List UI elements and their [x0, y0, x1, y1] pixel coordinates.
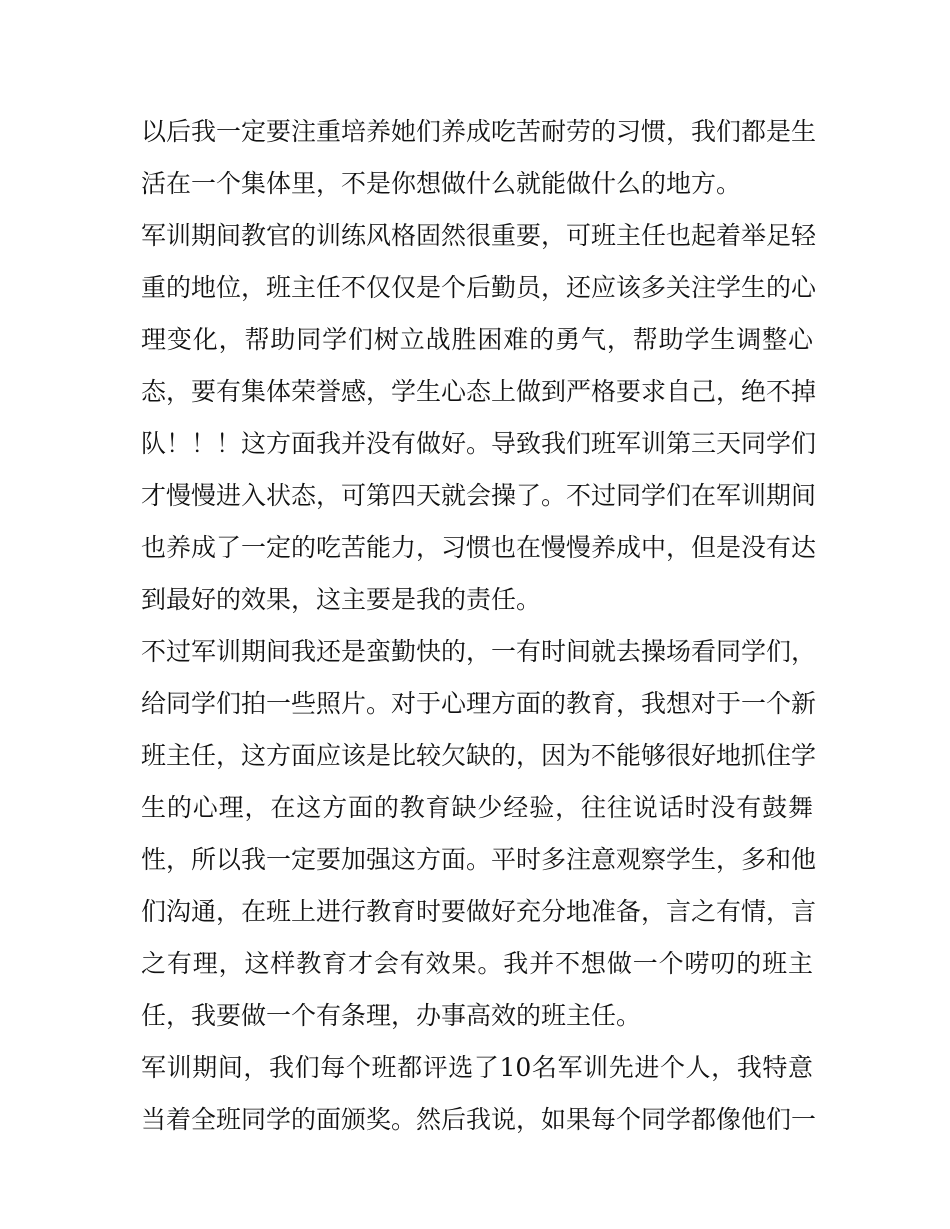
text-line: 班主任，这方面应该是比较欠缺的，因为不能够很好地抓住学	[141, 741, 817, 770]
text-line: 给同学们拍一些照片。对于心理方面的教育，我想对于一个新	[141, 689, 817, 718]
text-line: 军训期间教官的训练风格固然很重要，可班主任也起着举足轻	[141, 221, 817, 250]
text-line: 生的心理，在这方面的教育缺少经验，往往说话时没有鼓舞	[141, 793, 813, 822]
text-line: 当着全班同学的面颁奖。然后我说，如果每个同学都像他们一	[141, 1105, 817, 1134]
paragraph	[141, 626, 817, 1042]
document-body	[141, 106, 817, 1146]
text-line: 任，我要做一个有条理，办事高效的班主任。	[141, 1001, 642, 1030]
text-line: 之有理，这样教育才会有效果。我并不想做一个唠叨的班主	[141, 949, 813, 978]
text-line: 活在一个集体里，不是你想做什么就能做什么的地方。	[141, 169, 742, 198]
text-line: 理变化，帮助同学们树立战胜困难的勇气，帮助学生调整心	[141, 325, 813, 354]
text-line: 队！！！这方面我并没有做好。导致我们班军训第三天同学们	[141, 429, 817, 458]
text-line: 以后我一定要注重培养她们养成吃苦耐劳的习惯，我们都是生	[141, 117, 817, 146]
text-line: 们沟通，在班上进行教育时要做好充分地准备，言之有情，言	[141, 897, 817, 926]
text-line: 军训期间，我们每个班都评选了10名军训先进个人，我特意	[141, 1053, 813, 1082]
text-line: 重的地位，班主任不仅仅是个后勤员，还应该多关注学生的心	[141, 273, 817, 302]
text-line: 才慢慢进入状态，可第四天就会操了。不过同学们在军训期间	[141, 481, 817, 510]
text-line: 不过军训期间我还是蛮勤快的，一有时间就去操场看同学们，	[141, 637, 817, 666]
text-line: 态，要有集体荣誉感，学生心态上做到严格要求自己，绝不掉	[141, 377, 817, 406]
paragraph	[141, 1042, 817, 1146]
text-line: 到最好的效果，这主要是我的责任。	[141, 585, 542, 614]
paragraph	[141, 210, 817, 626]
text-line: 性，所以我一定要加强这方面。平时多注意观察学生，多和他	[141, 845, 817, 874]
text-line: 也养成了一定的吃苦能力，习惯也在慢慢养成中，但是没有达	[141, 533, 817, 562]
paragraph	[141, 106, 817, 210]
